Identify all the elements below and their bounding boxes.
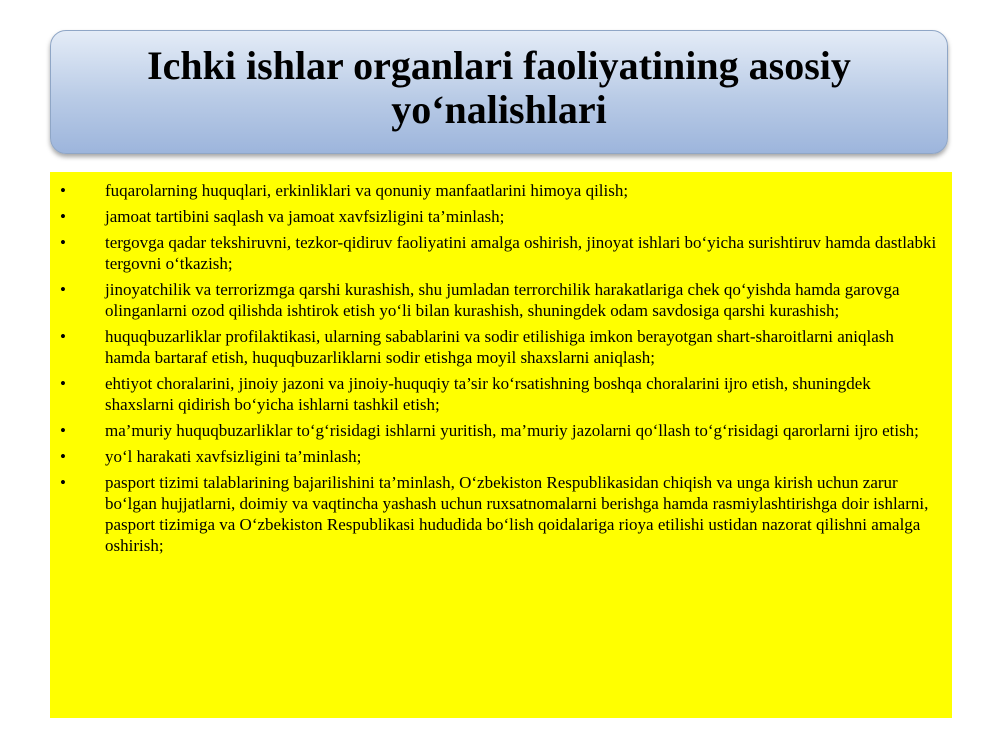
list-item bbox=[58, 232, 940, 274]
list-item-text: fuqarolarning huquqlari, erkinliklari va qonuniy manfaatlarini himoya qilish; bbox=[105, 181, 629, 200]
list-item-text: huquqbuzarliklar profilaktikasi, ularning sabablarini va sodir etilishiga imkon berayotgan shart-sharoitlarni aniqlash hamda bartaraf etish, huquqbuzarliklarni sodir etishga moyil shaxslarni aniqlash; bbox=[105, 327, 894, 367]
list-item-text: jinoyatchilik va terrorizmga qarshi kurashish, shu jumladan terrorchilik harakatlariga chek qo‘yishda hamda garovga olinganlarni ozod qilishda ishtirok etish yo‘li bilan kurashish, shuningdek odam savdosiga qarshi kurashish; bbox=[105, 280, 900, 320]
slide-title-line-1: Ichki ishlar organlari faoliyatining asosiy bbox=[147, 43, 851, 88]
bullet-icon: • bbox=[60, 233, 66, 252]
bullet-icon: • bbox=[60, 327, 66, 346]
list-item bbox=[58, 373, 940, 415]
list-item bbox=[58, 180, 940, 201]
list-item bbox=[58, 326, 940, 368]
list-item-text: jamoat tartibini saqlash va jamoat xavfsizligini ta’minlash; bbox=[105, 207, 505, 226]
list-item bbox=[58, 420, 940, 441]
list-item-text: tergovga qadar tekshiruvni, tezkor-qidiruv faoliyatini amalga oshirish, jinoyat ishlari bo‘yicha surishtiruv hamda dastlabki tergovni o‘tkazish; bbox=[105, 233, 937, 273]
content-panel bbox=[50, 172, 952, 718]
bullet-icon: • bbox=[60, 207, 66, 226]
list-item-text: pasport tizimi talablarining bajarilishini ta’minlash, O‘zbekiston Respublikasidan chiqish va unga kirish uchun zarur bo‘lgan hujjatlarni, doimiy va vaqtincha yashash uchun ruxsatnomalarni berishga hamda rasmiylashtirishga doir ishlarni, pasport tizimiga va O‘zbekiston Respublikasi hududida bo‘lish qoidalariga rioya etilishi ustidan nazorat qilishni amalga oshirish; bbox=[105, 473, 929, 555]
list-item-text: yo‘l harakati xavfsizligini ta’minlash; bbox=[105, 447, 362, 466]
title-banner bbox=[50, 30, 948, 154]
slide-title-line-2: yo‘nalishlari bbox=[391, 87, 607, 132]
bullet-icon: • bbox=[60, 374, 66, 393]
bullet-icon: • bbox=[60, 181, 66, 200]
slide-title bbox=[147, 44, 851, 140]
bullet-icon: • bbox=[60, 280, 66, 299]
list-item-text: ma’muriy huquqbuzarliklar to‘g‘risidagi ishlarni yuritish, ma’muriy jazolarni qo‘llash to‘g‘risidagi qarorlarni ijro etish; bbox=[105, 421, 919, 440]
bullet-icon: • bbox=[60, 447, 66, 466]
list-item bbox=[58, 206, 940, 227]
list-item-text: ehtiyot choralarini, jinoiy jazoni va jinoiy-huquqiy ta’sir ko‘rsatishning boshqa choralarini ijro etish, shuningdek shaxslarni qidirish bo‘yicha ishlarni tashkil etish; bbox=[105, 374, 871, 414]
bullet-icon: • bbox=[60, 473, 66, 492]
list-item bbox=[58, 446, 940, 467]
list-item bbox=[58, 472, 940, 556]
list-item bbox=[58, 279, 940, 321]
direction-list bbox=[58, 180, 940, 556]
bullet-icon: • bbox=[60, 421, 66, 440]
